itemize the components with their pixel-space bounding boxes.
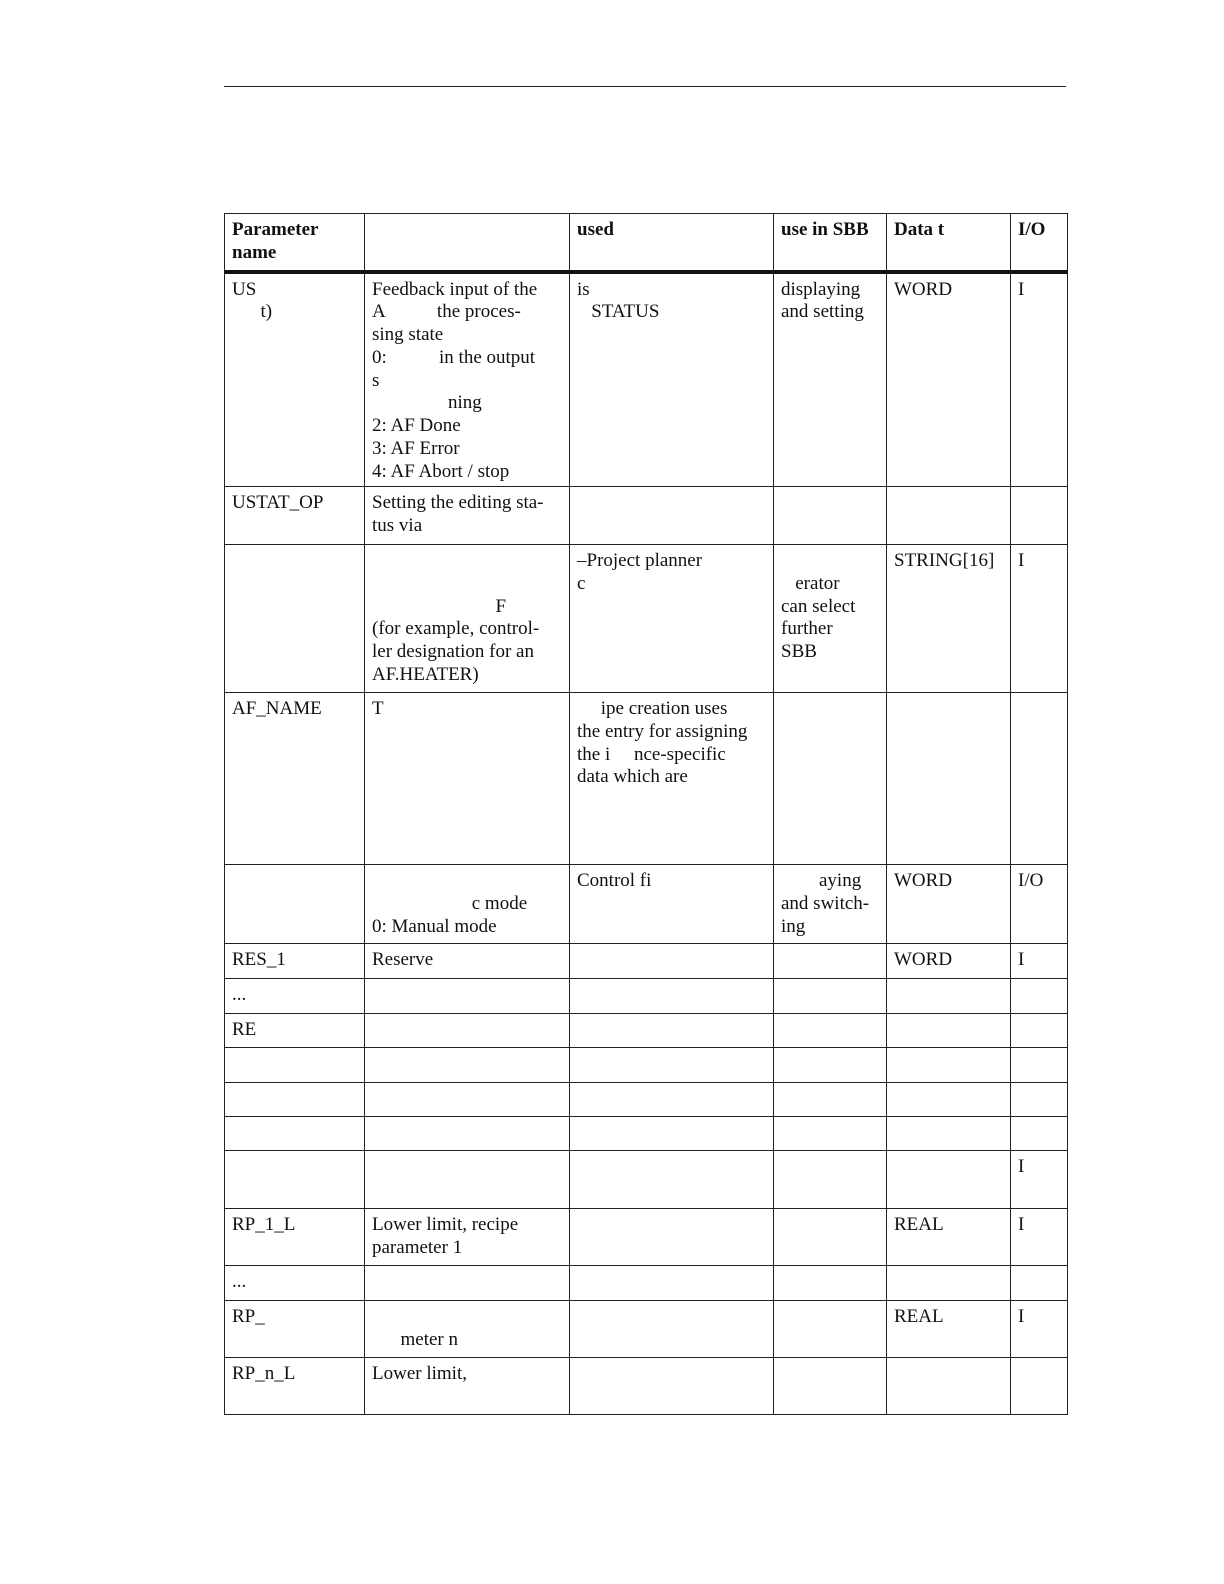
cell-text: is [577, 278, 590, 300]
header-text: used [577, 219, 614, 240]
cell-text: I/O [1018, 870, 1044, 891]
cell-io [1011, 1358, 1068, 1415]
cell-text: USTAT_OP [232, 492, 324, 513]
cell-text: ... [232, 984, 247, 1005]
cell-io [1011, 1266, 1068, 1301]
cell-description [365, 1014, 570, 1048]
header-description [365, 214, 570, 272]
cell-used [570, 1048, 774, 1083]
cell-text: RP_n_L [232, 1363, 296, 1384]
cell-text [372, 573, 562, 596]
header-text: name [232, 241, 277, 263]
cell-io [1011, 1048, 1068, 1083]
cell-description [365, 1083, 570, 1117]
cell-description [365, 487, 570, 545]
cell-used [570, 487, 774, 545]
cell-used [570, 1358, 774, 1415]
cell-use-in-sbb [774, 1014, 887, 1048]
cell-use-in-sbb [774, 1301, 887, 1358]
cell-text: I [1018, 278, 1025, 300]
cell-parameter-name [225, 1209, 365, 1266]
header-text: I/O [1018, 219, 1046, 240]
cell-text: (for example, control- [372, 618, 540, 640]
cell-data-type [887, 1048, 1011, 1083]
cell-data-type [887, 979, 1011, 1014]
cell-data-type [887, 865, 1011, 944]
cell-parameter-name [225, 1048, 365, 1083]
cell-used [570, 944, 774, 979]
cell-text: erator [781, 572, 840, 594]
cell-use-in-sbb [774, 944, 887, 979]
cell-data-type [887, 944, 1011, 979]
cell-parameter-name [225, 944, 365, 979]
table-row [225, 865, 1068, 944]
cell-text: aying [781, 870, 862, 891]
cell-text: sing state [372, 324, 444, 346]
cell-description [365, 1301, 570, 1358]
cell-description [365, 1151, 570, 1209]
cell-parameter-name [225, 693, 365, 865]
cell-used [570, 1151, 774, 1209]
table-row [225, 1266, 1068, 1301]
cell-use-in-sbb [774, 1151, 887, 1209]
table-row [225, 487, 1068, 545]
cell-use-in-sbb [774, 693, 887, 865]
cell-data-type [887, 1083, 1011, 1117]
cell-io [1011, 1014, 1068, 1048]
cell-io [1011, 1151, 1068, 1209]
cell-description [365, 272, 570, 487]
cell-parameter-name [225, 487, 365, 545]
table-row [225, 1014, 1068, 1048]
cell-description [365, 1117, 570, 1151]
cell-used [570, 545, 774, 693]
cell-io [1011, 865, 1068, 944]
cell-use-in-sbb [774, 1209, 887, 1266]
cell-text: and switch- [781, 892, 870, 914]
table-row [225, 1209, 1068, 1266]
table-body [225, 272, 1068, 1415]
cell-use-in-sbb [774, 1083, 887, 1117]
cell-use-in-sbb [774, 487, 887, 545]
cell-text: STRING[16] [894, 550, 995, 571]
cell-use-in-sbb [774, 1048, 887, 1083]
cell-use-in-sbb [774, 272, 887, 487]
header-used [570, 214, 774, 272]
cell-data-type [887, 272, 1011, 487]
table-row [225, 693, 1068, 865]
table-row [225, 545, 1068, 693]
table-row [225, 944, 1068, 979]
cell-parameter-name [225, 865, 365, 944]
cell-text: data which are [577, 766, 688, 788]
cell-text [372, 870, 562, 893]
header-data-type [887, 214, 1011, 272]
header-text: Data t [894, 219, 945, 240]
header-text [372, 219, 562, 242]
cell-data-type [887, 1301, 1011, 1358]
cell-parameter-name [225, 272, 365, 487]
cell-parameter-name [225, 1014, 365, 1048]
cell-text: Control fi [577, 870, 652, 891]
cell-io [1011, 944, 1068, 979]
cell-text: RP_1_L [232, 1214, 296, 1235]
cell-text: STATUS [577, 301, 660, 323]
cell-text [781, 550, 879, 573]
cell-io [1011, 487, 1068, 545]
cell-text: US [232, 278, 257, 300]
table-row [225, 272, 1068, 487]
cell-io [1011, 272, 1068, 487]
cell-used [570, 1266, 774, 1301]
cell-text: Feedback input of the [372, 278, 538, 300]
cell-text: meter n [372, 1328, 459, 1350]
cell-text: I [1018, 550, 1025, 571]
table-header-row [225, 214, 1068, 272]
cell-description [365, 1266, 570, 1301]
cell-use-in-sbb [774, 979, 887, 1014]
cell-text: Lower limit, [372, 1363, 467, 1384]
cell-data-type [887, 1151, 1011, 1209]
header-rule [224, 86, 1066, 87]
cell-parameter-name [225, 1117, 365, 1151]
cell-description [365, 1048, 570, 1083]
cell-use-in-sbb [774, 865, 887, 944]
cell-io [1011, 1083, 1068, 1117]
cell-text: t) [232, 301, 273, 323]
cell-text: RE [232, 1019, 257, 1040]
cell-text: tus via [372, 514, 423, 536]
cell-parameter-name [225, 1301, 365, 1358]
cell-io [1011, 1301, 1068, 1358]
cell-data-type [887, 1209, 1011, 1266]
cell-description [365, 545, 570, 693]
cell-text: Reserve [372, 949, 434, 970]
table-row [225, 1083, 1068, 1117]
cell-used [570, 1301, 774, 1358]
header-text: Parameter [232, 219, 319, 240]
cell-text [372, 550, 562, 573]
cell-data-type [887, 1117, 1011, 1151]
header-use-in-sbb [774, 214, 887, 272]
cell-text: T [372, 698, 384, 719]
cell-use-in-sbb [774, 1117, 887, 1151]
cell-io [1011, 693, 1068, 865]
cell-text: 2: AF Done [372, 415, 461, 437]
cell-io [1011, 979, 1068, 1014]
cell-text: I [1018, 1214, 1025, 1235]
table-row [225, 1048, 1068, 1083]
cell-text: I [1018, 949, 1025, 970]
cell-used [570, 1117, 774, 1151]
cell-description [365, 693, 570, 865]
cell-data-type [887, 1014, 1011, 1048]
table-row [225, 1117, 1068, 1151]
cell-used [570, 1083, 774, 1117]
cell-text: ler designation for an [372, 641, 534, 663]
table-row [225, 1301, 1068, 1358]
cell-text: Lower limit, recipe [372, 1214, 519, 1235]
cell-parameter-name [225, 1358, 365, 1415]
cell-text: ... [232, 1271, 247, 1292]
cell-description [365, 944, 570, 979]
cell-text: WORD [894, 278, 953, 300]
cell-text: SBB [781, 641, 817, 663]
cell-used [570, 272, 774, 487]
cell-text: can select [781, 595, 856, 617]
cell-text: I [1018, 1156, 1025, 1177]
cell-text: AF.HEATER) [372, 663, 479, 685]
cell-text: REAL [894, 1214, 944, 1235]
cell-io [1011, 1117, 1068, 1151]
cell-text: and setting [781, 301, 864, 323]
cell-text: c mode [372, 892, 528, 914]
cell-io [1011, 545, 1068, 693]
cell-text: 0: Manual mode [372, 915, 497, 937]
table-row [225, 979, 1068, 1014]
cell-used [570, 1014, 774, 1048]
cell-text: ning [372, 392, 482, 414]
table-row [225, 1151, 1068, 1209]
cell-text: REAL [894, 1306, 944, 1327]
cell-text: ipe creation uses [577, 698, 728, 719]
cell-use-in-sbb [774, 1266, 887, 1301]
header-io [1011, 214, 1068, 272]
cell-text: further [781, 618, 833, 640]
cell-description [365, 1358, 570, 1415]
cell-text: F [372, 595, 507, 617]
cell-text: RES_1 [232, 949, 286, 970]
cell-description [365, 865, 570, 944]
cell-text: the entry for assigning [577, 720, 748, 742]
cell-used [570, 865, 774, 944]
cell-data-type [887, 487, 1011, 545]
cell-parameter-name [225, 1266, 365, 1301]
cell-text: I [1018, 1306, 1025, 1327]
cell-use-in-sbb [774, 545, 887, 693]
header-parameter-name [225, 214, 365, 272]
cell-text: parameter 1 [372, 1236, 463, 1258]
cell-description [365, 1209, 570, 1266]
cell-text: s [372, 369, 380, 391]
cell-used [570, 1209, 774, 1266]
cell-parameter-name [225, 1151, 365, 1209]
parameter-table [224, 213, 1068, 1415]
cell-use-in-sbb [774, 1358, 887, 1415]
cell-text: WORD [894, 870, 953, 891]
cell-parameter-name [225, 545, 365, 693]
cell-text: 3: AF Error [372, 438, 460, 460]
table-row [225, 1358, 1068, 1415]
cell-text: A the proces- [372, 301, 521, 323]
cell-data-type [887, 693, 1011, 865]
cell-text: the i nce-specific [577, 743, 726, 765]
cell-data-type [887, 545, 1011, 693]
cell-used [570, 979, 774, 1014]
cell-text: WORD [894, 949, 953, 970]
cell-text: RP_ [232, 1306, 265, 1327]
cell-used [570, 693, 774, 865]
cell-text: Setting the editing sta- [372, 492, 544, 513]
cell-text: –Project planner [577, 550, 703, 571]
cell-data-type [887, 1266, 1011, 1301]
cell-text: 0: in the output [372, 346, 536, 368]
cell-parameter-name [225, 1083, 365, 1117]
cell-text: AF_NAME [232, 698, 322, 719]
cell-text: displaying [781, 278, 861, 300]
header-text: use in SBB [781, 219, 869, 240]
cell-io [1011, 1209, 1068, 1266]
cell-data-type [887, 1358, 1011, 1415]
cell-text: c [577, 572, 586, 594]
cell-text: ing [781, 915, 806, 937]
cell-parameter-name [225, 979, 365, 1014]
cell-description [365, 979, 570, 1014]
cell-text: 4: AF Abort / stop [372, 460, 510, 482]
cell-text [372, 1306, 562, 1329]
